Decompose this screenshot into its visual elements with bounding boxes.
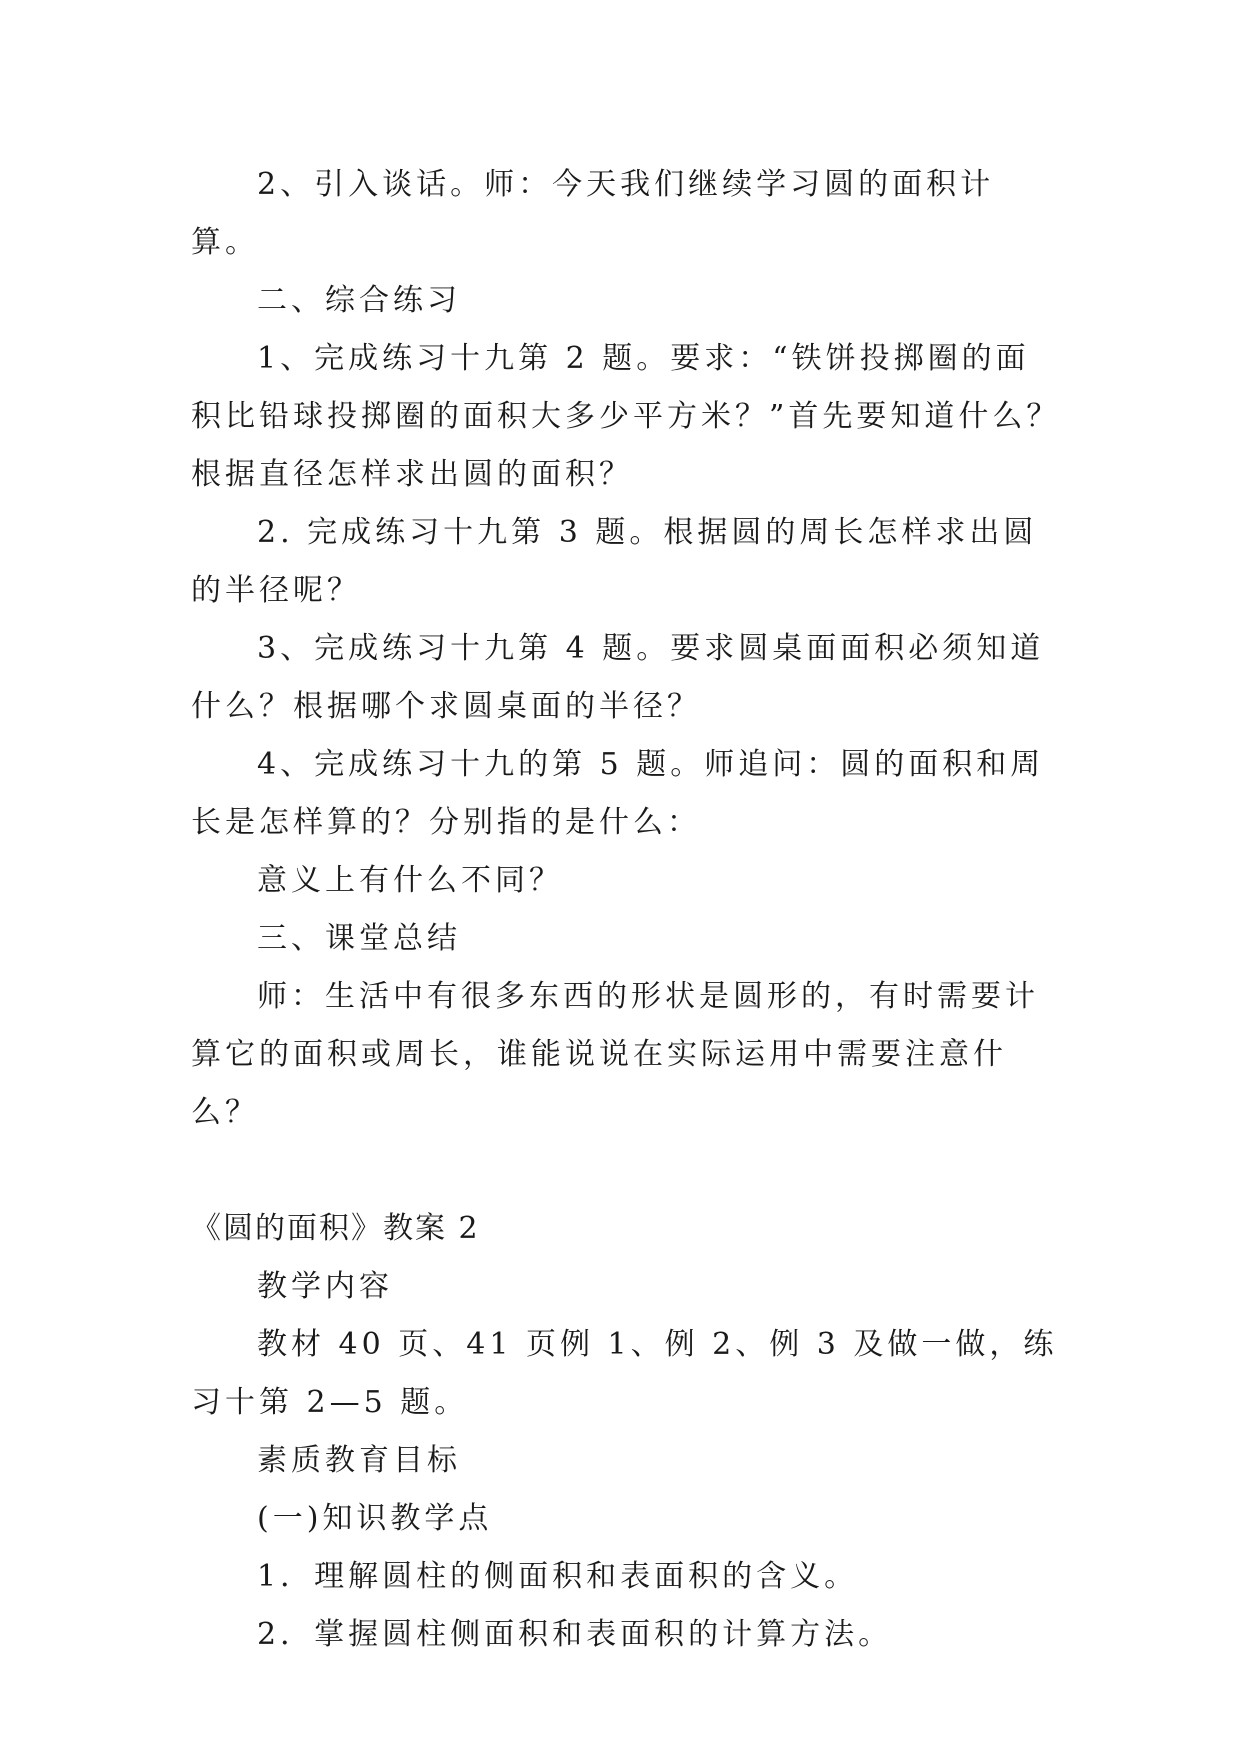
list-item-goal-2: 2．掌握圆柱侧面积和表面积的计算方法。 [257, 1617, 893, 1652]
paragraph-exercise-1: 1、完成练习十九第 2 题。要求：“铁饼投掷圈的面积比铅球投掷圈的面积大多少平方米？”首先要知道什么？根据直径怎样求出圆的面积？ [191, 341, 1061, 492]
heading-quality-goals: 素质教育目标 [257, 1443, 461, 1478]
heading-knowledge-points: (一)知识教学点 [257, 1501, 493, 1536]
lesson-plan-2-title: 《圆的面积》教案 2 [191, 1211, 480, 1246]
section-heading-exercises: 二、综合练习 [257, 283, 461, 318]
section-heading-summary: 三、课堂总结 [257, 921, 461, 956]
paragraph-exercise-3: 3、完成练习十九第 4 题。要求圆桌面面积必须知道什么？根据哪个求圆桌面的半径？ [191, 631, 1045, 724]
paragraph-meaning-question: 意义上有什么不同？ [257, 863, 563, 898]
document-body [191, 156, 1061, 1664]
heading-teaching-content: 教学内容 [257, 1269, 393, 1304]
list-item-goal-1: 1．理解圆柱的侧面积和表面积的含义。 [257, 1559, 859, 1594]
paragraph-exercise-4: 4、完成练习十九的第 5 题。师追问：圆的面积和周长是怎样算的？分别指的是什么： [191, 747, 1045, 840]
paragraph-teaching-content: 教材 40 页、41 页例 1、例 2、例 3 及做一做，练习十第 2—5 题。 [191, 1327, 1058, 1420]
paragraph-summary: 师：生活中有很多东西的形状是圆形的，有时需要计算它的面积或周长，谁能说说在实际运用中需要注意什么？ [191, 979, 1039, 1130]
paragraph-exercise-2: 2. 完成练习十九第 3 题。根据圆的周长怎样求出圆的半径呢？ [191, 515, 1038, 608]
paragraph-intro-talk: 2、引入谈话。师：今天我们继续学习圆的面积计算。 [191, 167, 995, 260]
